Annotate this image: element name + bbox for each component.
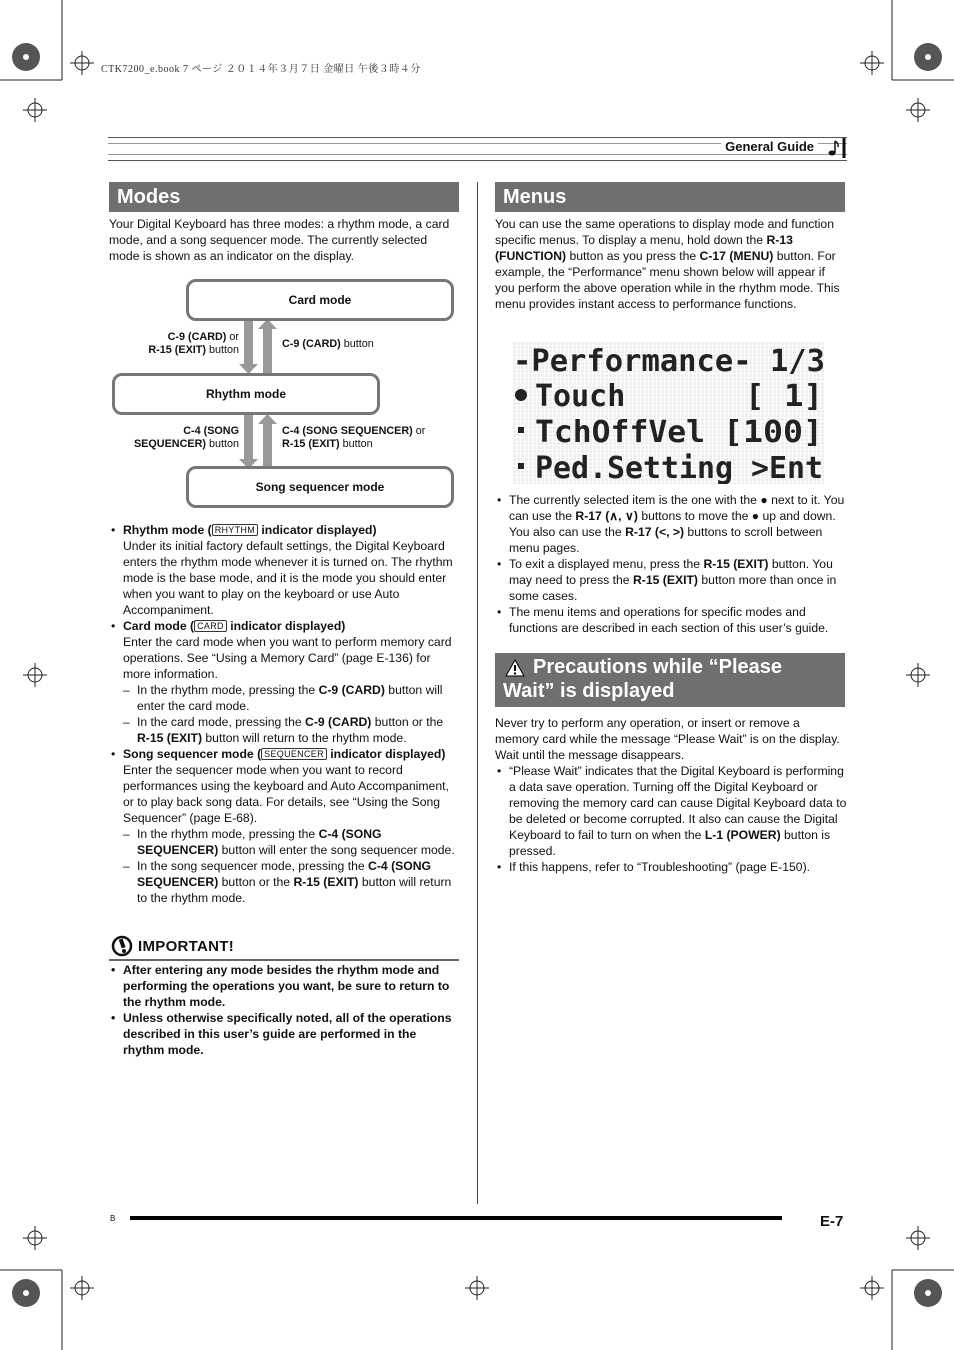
card-mode-item: • Card mode ( CARD indicator displayed) Enter the card mode when you want to perform memory card operations. See “Using a Memory Card” (page E-136) for more information. – In the rhythm mode, pressing the C-9 (CARD) button will enter the card mode. – In the card mode, pressing the C-9 (CARD) button or the R-15 (EXIT) button will return to the rhythm mode.: [109, 618, 459, 746]
menus-section-title: Menus: [495, 182, 845, 212]
song-mode-subitem: – In the song sequencer mode, pressing the C-4 (SONG SEQUENCER) button or the R-15 (EXIT) button will return to the rhythm mode.: [123, 858, 459, 906]
lcd-line-3: TchOffVel: [535, 415, 705, 450]
performance-menu-lcd: [513, 342, 825, 484]
rhythm-indicator: RHYTHM: [212, 524, 258, 536]
label-rhythm-to-song: C-4 (SONG SEQUENCER) button: [133, 425, 239, 450]
mode-descriptions: [109, 522, 459, 906]
file-info-line: CTK7200_e.book 7 ページ ２０１４年３月７日 金曜日 午後３時４分: [101, 64, 421, 75]
column-divider: [477, 182, 478, 1204]
mode-diagram: [109, 275, 459, 515]
label-rhythm-to-card: C-9 (CARD) button: [282, 338, 374, 350]
music-note-icon: [826, 138, 846, 158]
important-heading: IMPORTANT!: [109, 935, 459, 961]
lcd-bullet-icon: [518, 427, 524, 433]
menu-note-item: • The menu items and operations for specific modes and functions are described in each section of this user’s guide.: [495, 604, 847, 636]
song-mode-subitem: – In the rhythm mode, pressing the C-4 (SONG SEQUENCER) button will enter the song sequencer mode.: [123, 826, 459, 858]
menus-intro: You can use the same operations to display mode and function specific menus. To display a menu, hold down the R-13 (FUNCTION) button as you press the C-17 (MENU) button. For example, the “Performance” menu shown below will appear if you perform the above operation while in the rhythm mode. This menu provides instant access to performance functions.: [495, 217, 840, 311]
precaution-item: • If this happens, refer to “Troubleshooting” (page E-150).: [495, 859, 847, 875]
header-section-label: General Guide: [721, 139, 818, 154]
lcd-bullet-icon: [518, 463, 524, 469]
page-number: E-7: [820, 1213, 844, 1230]
important-list: [109, 962, 459, 1058]
lcd-cursor-icon: [515, 389, 527, 401]
song-sequencer-mode-box: Song sequencer mode: [186, 466, 454, 508]
lcd-line-3-value: [100]: [723, 415, 823, 450]
footer-rule: [130, 1216, 782, 1220]
modes-intro: Your Digital Keyboard has three modes: a rhythm mode, a card mode, and a song sequencer mode. The currently selected mode is shown as an indicator on the display.: [109, 217, 450, 263]
card-mode-subitem: – In the card mode, pressing the C-9 (CARD) button or the R-15 (EXIT) button will return to the rhythm mode.: [123, 714, 459, 746]
label-card-to-rhythm: C-9 (CARD) or R-15 (EXIT) button: [148, 331, 239, 356]
menu-note-item: • To exit a displayed menu, press the R-15 (EXIT) button. You may need to press the R-15 (EXIT) button more than once in some cases.: [495, 556, 847, 604]
label-song-to-rhythm: C-4 (SONG SEQUENCER) or R-15 (EXIT) button: [282, 425, 426, 450]
modes-section-title: Modes: [109, 182, 459, 212]
card-indicator: CARD: [194, 620, 227, 632]
precautions-intro: Never try to perform any operation, or insert or remove a memory card while the message “Please Wait” is on the display. Wait until the message disappears.: [495, 716, 840, 762]
menu-notes: [495, 492, 847, 636]
lcd-line-2: Touch: [535, 379, 626, 414]
lcd-line-2-value: [ 1]: [745, 379, 823, 414]
important-item: • After entering any mode besides the rhythm mode and performing the operations you want, be sure to return to the rhythm mode.: [109, 962, 459, 1010]
rhythm-mode-item: • Rhythm mode ( RHYTHM indicator displayed) Under its initial factory default settings, the Digital Keyboard enters the rhythm mode whenever it is turned on. The rhythm mode is the base mode, and it is the mode you should enter when you want to play on the keyboard or use Auto Accompaniment.: [109, 522, 459, 618]
lcd-line-1: -Performance- 1/3: [513, 344, 825, 379]
warning-icon: [505, 659, 525, 677]
sequencer-indicator: SEQUENCER: [261, 748, 327, 760]
footer-mark: B: [110, 1214, 116, 1223]
menu-note-item: • The currently selected item is the one with the ● next to it. You can use the R-17 (∧, ∨) buttons to move the ● up and down. You also can use the R-17 (<, >) buttons to scroll between menu pages.: [495, 492, 847, 556]
precautions-section-title: Precautions while “Please Wait” is displayed: [495, 653, 845, 707]
card-mode-subitem: – In the rhythm mode, pressing the C-9 (CARD) button will enter the card mode.: [123, 682, 459, 714]
important-item: • Unless otherwise specifically noted, all of the operations described in this user’s guide are performed in the rhythm mode.: [109, 1010, 459, 1058]
important-icon: [111, 935, 135, 957]
song-sequencer-mode-item: • Song sequencer mode ( SEQUENCER indicator displayed) Enter the sequencer mode when you want to record performances using the keyboard and Auto Accompaniment, or to play back song data. For details, see “Using the Song Sequencer” (page E-68). – In the rhythm mode, pressing the C-4 (SONG SEQUENCER) button will enter the song sequencer mode. – In the song sequencer mode, pressing the C-4 (SONG SEQUENCER) button or the R-15 (EXIT) button will return to the rhythm mode.: [109, 746, 459, 906]
lcd-line-4: Ped.Setting >Ent: [535, 451, 823, 484]
precautions-notes: [495, 763, 847, 875]
card-mode-box: Card mode: [186, 279, 454, 321]
precaution-item: • “Please Wait” indicates that the Digital Keyboard is performing a data save operation. Turning off the Digital Keyboard or removing the memory card can cause Digital Keyboard data to be deleted or become corrupted. It also can cause the Digital Keyboard to fail to turn on when the L-1 (POWER) button is pressed.: [495, 763, 847, 859]
rhythm-mode-box: Rhythm mode: [112, 373, 380, 415]
